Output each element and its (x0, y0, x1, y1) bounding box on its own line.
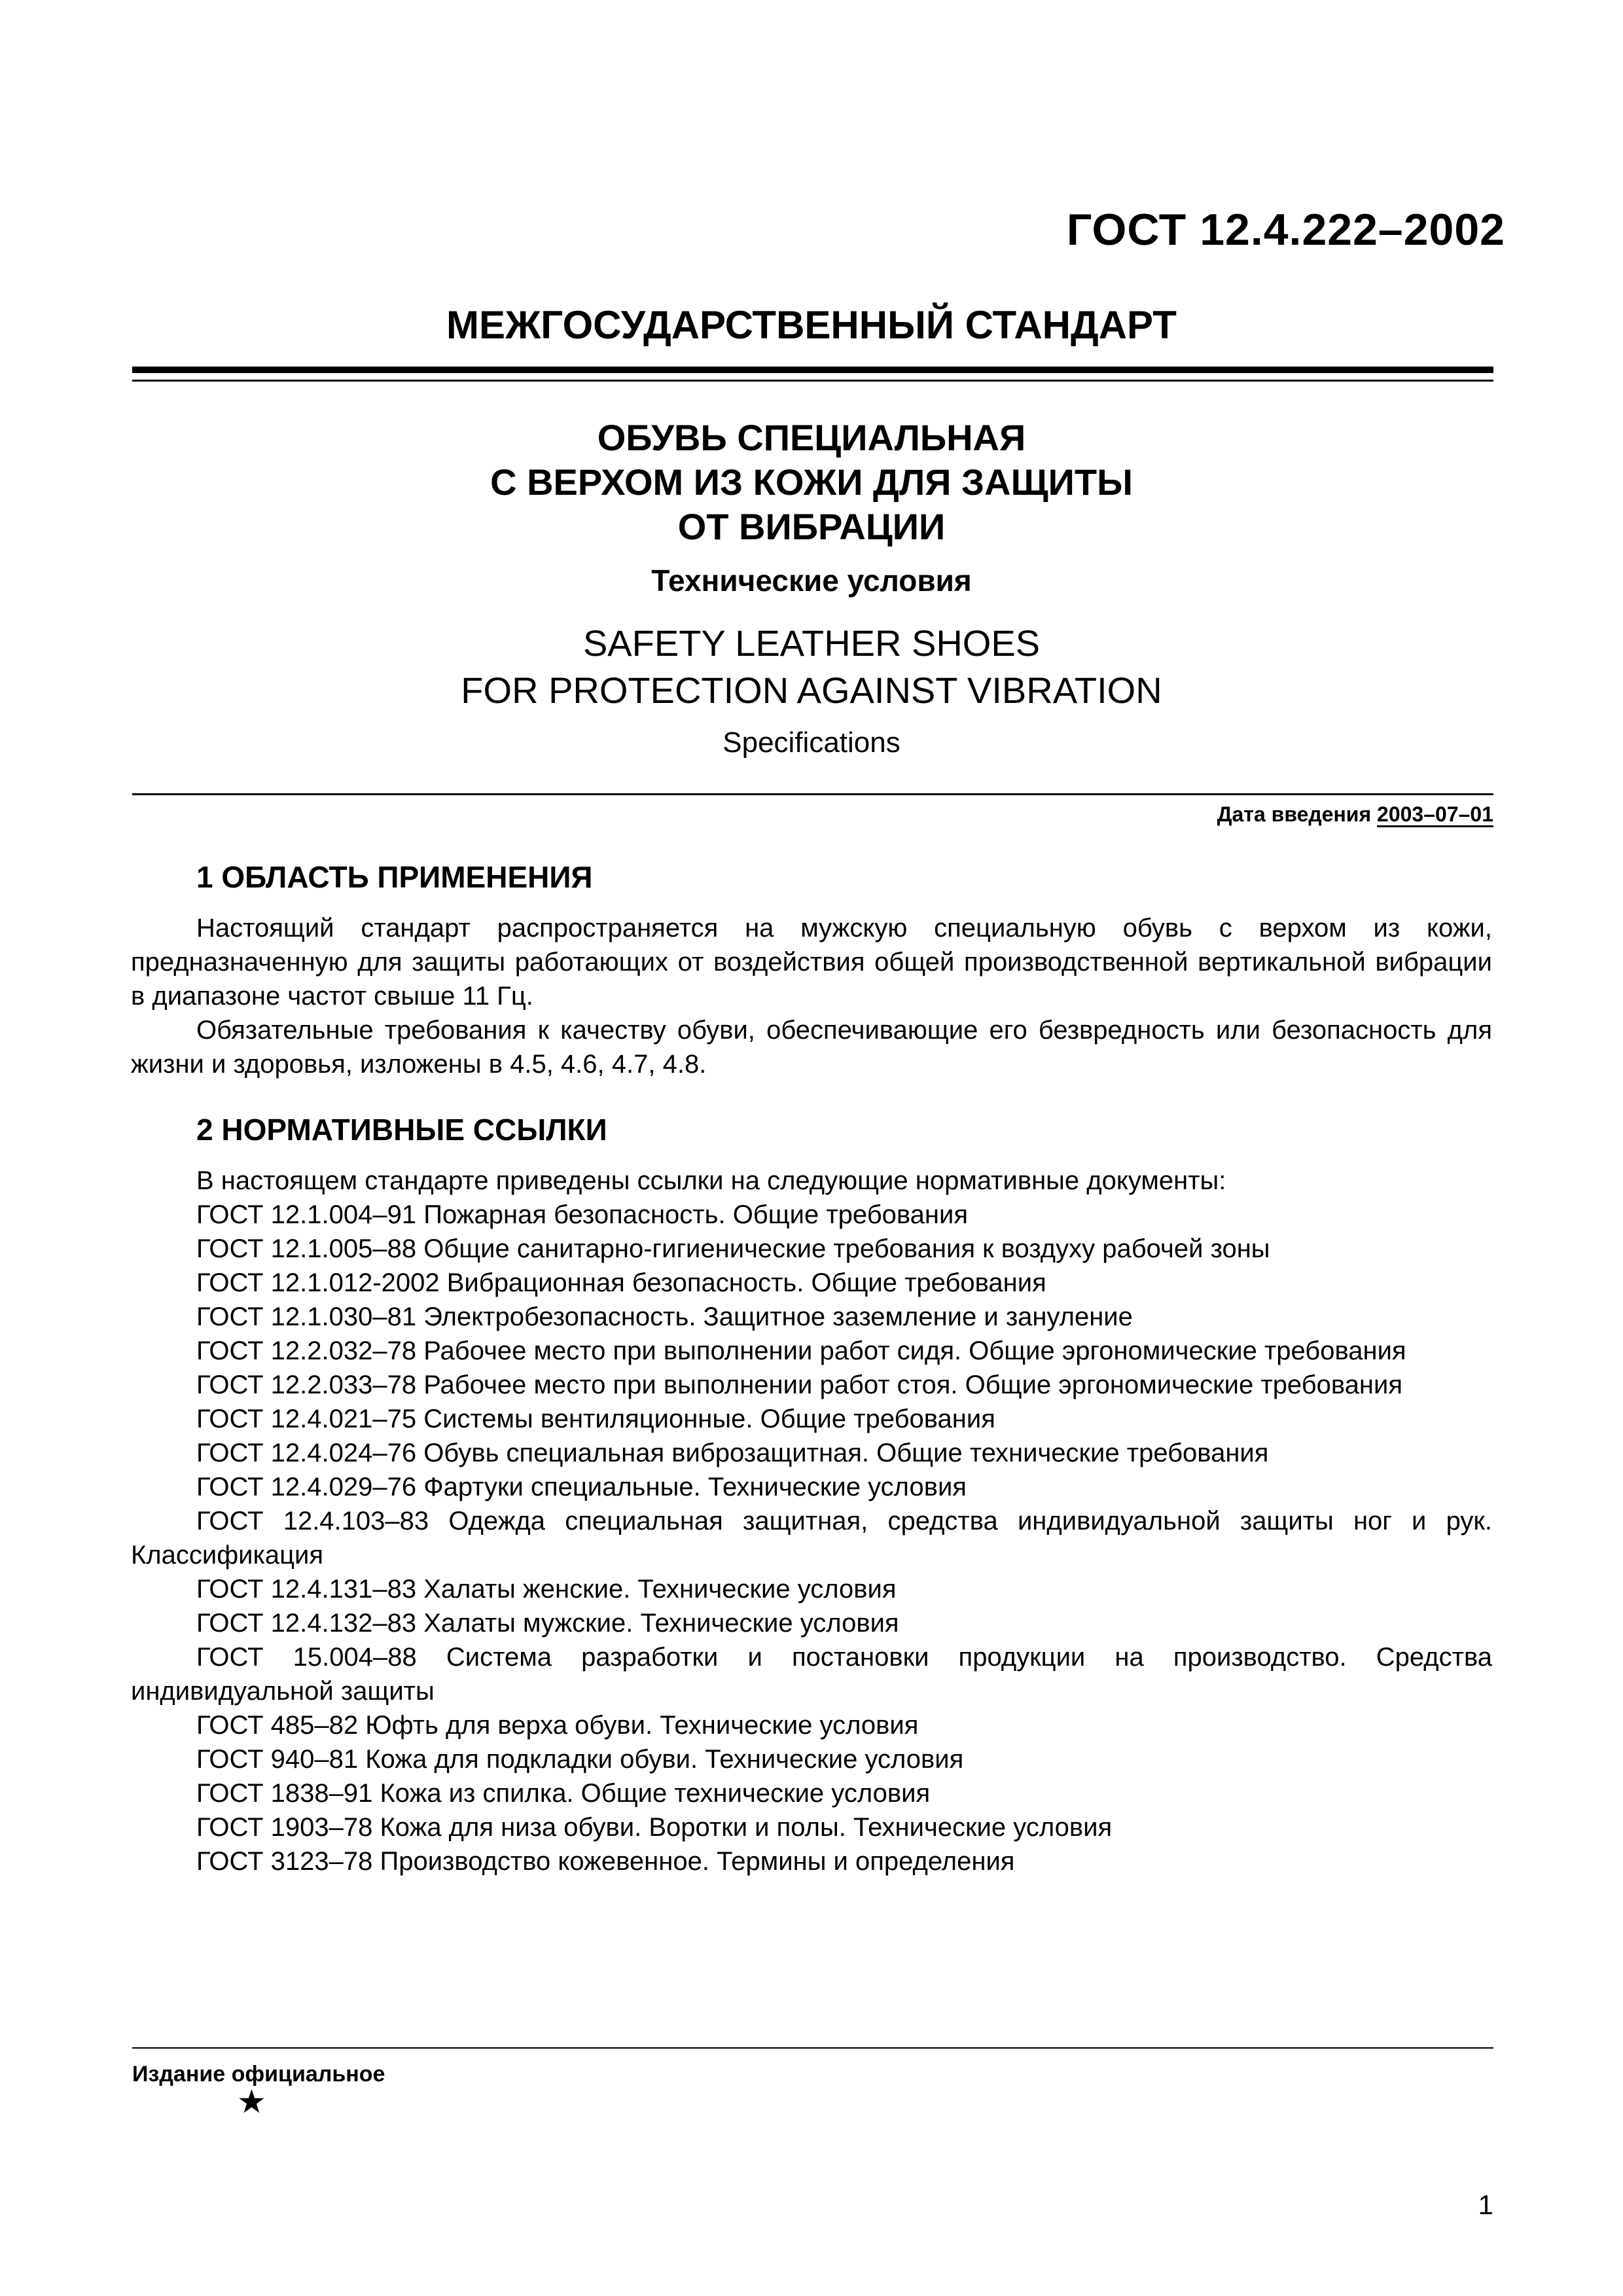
section-1-paragraph: Настоящий стандарт распространяется на мужскую специальную обувь с верхом из кожи, предназначенную для защиты работающих от воздействия общей производственной вертикальной вибрации в диапазоне частот свыше 11 Гц. (131, 914, 1492, 1011)
subtitle-en: Specifications (722, 726, 901, 759)
header-rule-thin (132, 380, 1493, 382)
subtitle-ru: Технические условия (651, 564, 972, 598)
intro-date (1217, 802, 1493, 827)
reference-item: ГОСТ 940–81 Кожа для подкладки обуви. Технические условия (196, 1745, 964, 1774)
page-number: 1 (1478, 2189, 1493, 2220)
reference-item: ГОСТ 12.4.131–83 Халаты женские. Технические условия (196, 1575, 897, 1604)
reference-item: ГОСТ 12.4.021–75 Системы вентиляционные. Общие требования (196, 1405, 995, 1433)
edition-label: Издание официальное (132, 2062, 385, 2087)
header-rule-thick (132, 367, 1493, 373)
section-2-intro: В настоящем стандарте приведены ссылки на следующие нормативные документы: (196, 1166, 1226, 1195)
reference-item: ГОСТ 15.004–88 Система разработки и постановки продукции на производство. Средства индивидуальной защиты (131, 1643, 1492, 1706)
title-block (131, 416, 1492, 762)
title-ru-line-1: ОБУВЬ СПЕЦИАЛЬНАЯ (597, 417, 1026, 458)
reference-item: ГОСТ 12.2.032–78 Рабочее место при выполнении работ сидя. Общие эргономические требования (196, 1336, 1406, 1365)
reference-item: ГОСТ 1903–78 Кожа для низа обуви. Воротки и полы. Технические условия (196, 1813, 1113, 1842)
reference-item: ГОСТ 12.4.103–83 Одежда специальная защитная, средства индивидуальной защиты ног и рук. Классификация (131, 1507, 1492, 1570)
reference-item: ГОСТ 12.2.033–78 Рабочее место при выполнении работ стоя. Общие эргономические требования (196, 1371, 1403, 1399)
title-ru-line-2: С ВЕРХОМ ИЗ КОЖИ ДЛЯ ЗАЩИТЫ (490, 461, 1133, 503)
title-en-line-2: FOR PROTECTION AGAINST VIBRATION (461, 670, 1162, 711)
reference-item: ГОСТ 12.1.012-2002 Вибрационная безопасность. Общие требования (196, 1268, 1046, 1297)
title-ru-line-3: ОТ ВИБРАЦИИ (677, 506, 946, 547)
intro-date-value: 2003–07–01 (1377, 802, 1493, 826)
intro-date-label: Дата введения (1217, 802, 1372, 826)
reference-item: ГОСТ 12.1.004–91 Пожарная безопасность. Общие требования (196, 1200, 968, 1229)
star-icon: ★ (237, 2083, 266, 2120)
title-en-line-1: SAFETY LEATHER SHOES (582, 622, 1041, 664)
gost-code: ГОСТ 12.4.222–2002 (1066, 205, 1505, 255)
body-content (131, 857, 1492, 1878)
reference-item: ГОСТ 3123–78 Производство кожевенное. Термины и определения (196, 1847, 1015, 1876)
reference-item: ГОСТ 12.4.132–83 Халаты мужские. Технические условия (196, 1609, 899, 1638)
reference-item: ГОСТ 1838–91 Кожа из спилка. Общие технические условия (196, 1779, 931, 1808)
references-list (131, 1198, 1492, 1878)
reference-item: ГОСТ 12.1.005–88 Общие санитарно-гигиенические требования к воздуху рабочей зоны (196, 1234, 1270, 1263)
standard-kind: МЕЖГОСУДАРСТВЕННЫЙ СТАНДАРТ (446, 303, 1177, 347)
reference-item: ГОСТ 12.4.029–76 Фартуки специальные. Технические условия (196, 1473, 967, 1501)
title-rule (132, 793, 1493, 795)
reference-item: ГОСТ 12.4.024–76 Обувь специальная виброзащитная. Общие технические требования (196, 1439, 1269, 1467)
section-1-heading: 1 ОБЛАСТЬ ПРИМЕНЕНИЯ (196, 860, 593, 894)
section-2-heading: 2 НОРМАТИВНЫЕ ССЫЛКИ (196, 1113, 607, 1147)
section-1-paragraph: Обязательные требования к качеству обуви, обеспечивающие его безвредность или безопасность для жизни и здоровья, изложены в 4.5, 4.6, 4.7, 4.8. (131, 1016, 1492, 1079)
reference-item: ГОСТ 485–82 Юфть для верха обуви. Технические условия (196, 1711, 919, 1740)
reference-item: ГОСТ 12.1.030–81 Электробезопасность. Защитное заземление и зануление (196, 1302, 1133, 1331)
footer-rule (132, 2047, 1493, 2049)
